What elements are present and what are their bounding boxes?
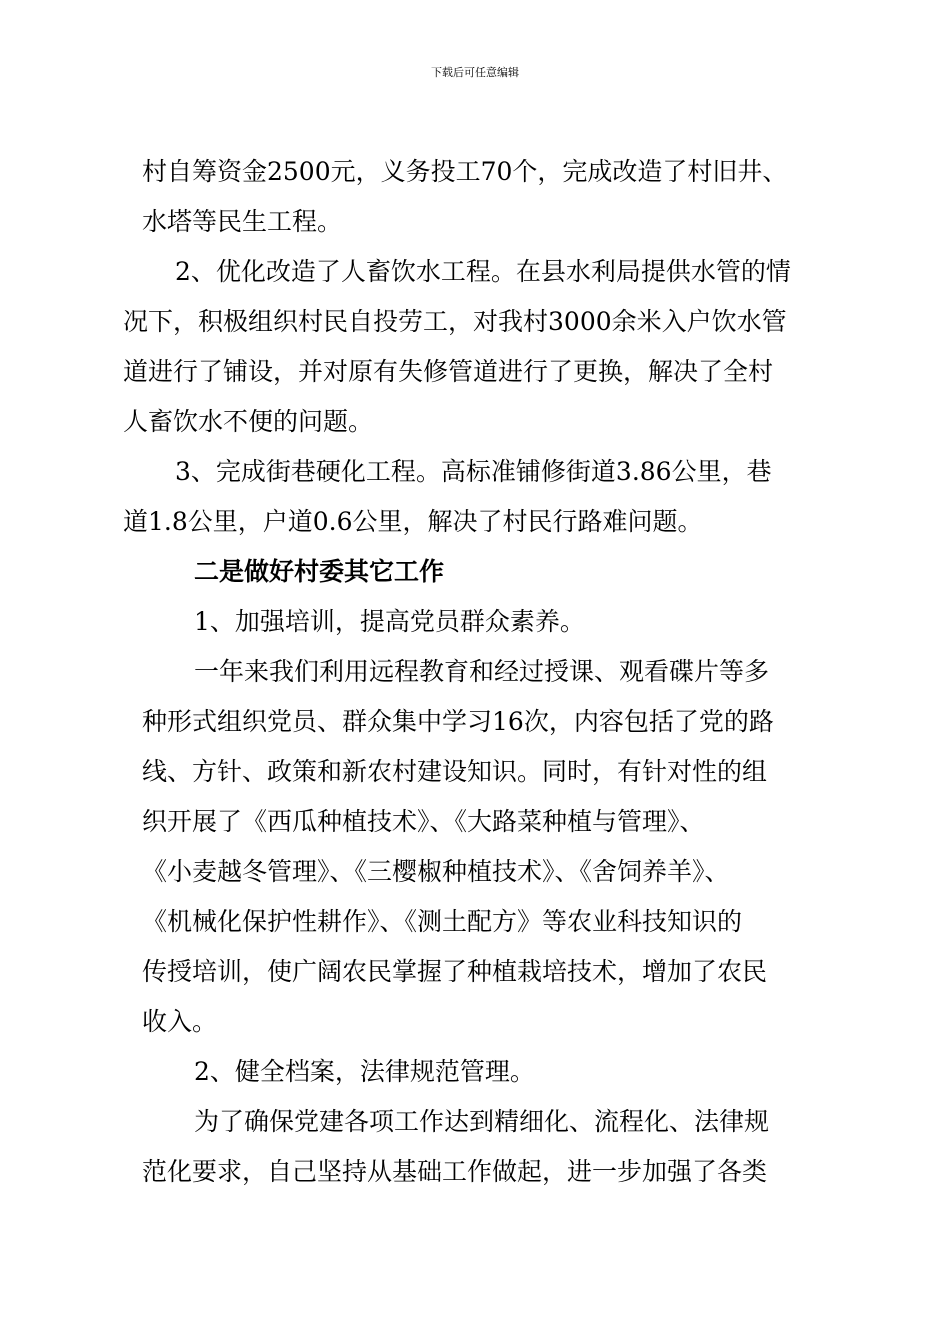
- body-line: 况下，积极组织村民自投劳工，对我村3000余米入户饮水管: [123, 307, 787, 336]
- body-line: 人畜饮水不便的问题。: [123, 407, 374, 436]
- body-line: 2、优化改造了人畜饮水工程。在县水利局提供水管的情: [175, 257, 791, 286]
- body-line: 织开展了《西瓜种植技术》、《大路菜种植与管理》、: [142, 807, 705, 836]
- body-line: 范化要求，自己坚持从基础工作做起，进一步加强了各类: [142, 1157, 768, 1186]
- section-heading: 二是做好村委其它工作: [194, 557, 445, 586]
- body-line: 村自筹资金2500元，义务投工70个，完成改造了村旧井、: [142, 157, 788, 186]
- body-line: 《小麦越冬管理》、《三樱椒种植技术》、《舍饲养羊》、: [142, 857, 730, 886]
- body-line: 《机械化保护性耕作》、《测土配方》等农业科技知识的: [142, 907, 743, 936]
- subsection-heading: 2、健全档案，法律规范管理。: [194, 1057, 535, 1086]
- body-line: 为了确保党建各项工作达到精细化、流程化、法律规: [194, 1107, 770, 1136]
- body-line: 线、方针、政策和新农村建设知识。同时，有针对性的组: [142, 757, 768, 786]
- body-line: 道1.8公里，户道0.6公里，解决了村民行路难问题。: [123, 507, 703, 536]
- body-line: 种形式组织党员、群众集中学习16次，内容包括了党的路: [142, 707, 774, 736]
- body-line: 收入。: [142, 1007, 218, 1036]
- page-header: 下载后可任意编辑: [431, 66, 519, 79]
- body-line: 道进行了铺设，并对原有失修管道进行了更换，解决了全村: [123, 357, 774, 386]
- body-line: 3、完成街巷硬化工程。高标准铺修街道3.86公里，巷: [175, 457, 772, 486]
- body-line: 水塔等民生工程。: [142, 207, 343, 236]
- body-line: 一年来我们利用远程教育和经过授课、观看碟片等多: [194, 657, 770, 686]
- body-line: 传授培训，使广阔农民掌握了种植栽培技术，增加了农民: [142, 957, 768, 986]
- subsection-heading: 1、加强培训，提高党员群众素养。: [194, 607, 585, 636]
